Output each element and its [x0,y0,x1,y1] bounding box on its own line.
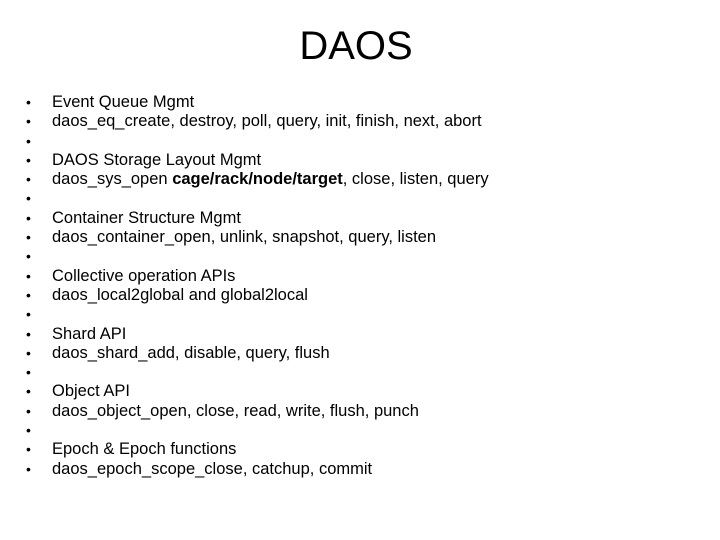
bullet-text [52,170,489,189]
bullet-item-object-api [26,382,706,401]
bullet-text: DAOS Storage Layout Mgmt [52,150,262,169]
bullet-icon: • [26,151,31,168]
bullet-text-bold: cage/rack/node/target [172,170,343,189]
bullet-item-storage-layout [26,151,706,170]
bullet-item-eq-functions [26,112,706,131]
bullet-text: Epoch & Epoch functions [52,440,237,459]
bullet-text: daos_local2global and global2local [52,285,308,304]
bullet-icon: • [26,422,31,439]
bullet-icon: • [26,344,31,361]
bullet-item-object-functions [26,402,706,421]
bullet-text: Container Structure Mgmt [52,208,241,227]
bullet-icon: • [26,441,31,458]
bullet-icon: • [26,267,31,284]
bullet-text: Shard API [52,324,127,343]
bullet-item-empty [26,305,706,324]
bullet-icon: • [26,190,31,207]
bullet-text: Object API [52,382,130,401]
bullet-item-event-queue [26,93,706,112]
bullet-icon: • [26,113,31,130]
bullet-icon: • [26,306,31,323]
bullet-icon: • [26,229,31,246]
slide-title: DAOS [299,24,413,68]
bullet-text-post: , close, listen, query [342,170,489,189]
bullet-icon: • [26,460,31,477]
bullet-item-epoch-functions [26,460,706,479]
bullet-item-empty [26,247,706,266]
bullet-icon: • [26,209,31,226]
bullet-item-container-structure [26,209,706,228]
bullet-item-empty [26,421,706,440]
bullet-icon: • [26,402,31,419]
bullet-item-collective-apis [26,267,706,286]
bullet-item-container-functions [26,228,706,247]
bullet-item-sys-functions [26,170,706,189]
bullet-text: daos_epoch_scope_close, catchup, commit [52,459,373,478]
bullet-icon: • [26,94,31,110]
bullet-icon: • [26,248,31,265]
bullet-icon: • [26,383,31,400]
bullet-text: daos_shard_add, disable, query, flush [52,343,330,362]
bullet-icon: • [26,364,31,381]
bullet-item-epoch [26,440,706,459]
bullet-list [26,93,706,479]
bullet-icon: • [26,171,31,188]
bullet-text: daos_eq_create, destroy, poll, query, init, finish, next, abort [52,112,482,131]
bullet-icon: • [26,132,31,149]
bullet-text: daos_container_open, unlink, snapshot, query, listen [52,228,437,247]
bullet-item-empty [26,363,706,382]
bullet-item-empty [26,189,706,208]
bullet-icon: • [26,286,31,303]
bullet-text-pre: daos_sys_open [52,170,173,189]
bullet-item-shard-functions [26,344,706,363]
bullet-text: daos_object_open, close, read, write, flush, punch [52,401,419,420]
bullet-item-empty [26,132,706,151]
bullet-item-collective-functions [26,286,706,305]
bullet-item-shard-api [26,325,706,344]
bullet-icon: • [26,325,31,342]
bullet-text: Collective operation APIs [52,266,236,285]
bullet-text: Event Queue Mgmt [52,93,195,111]
